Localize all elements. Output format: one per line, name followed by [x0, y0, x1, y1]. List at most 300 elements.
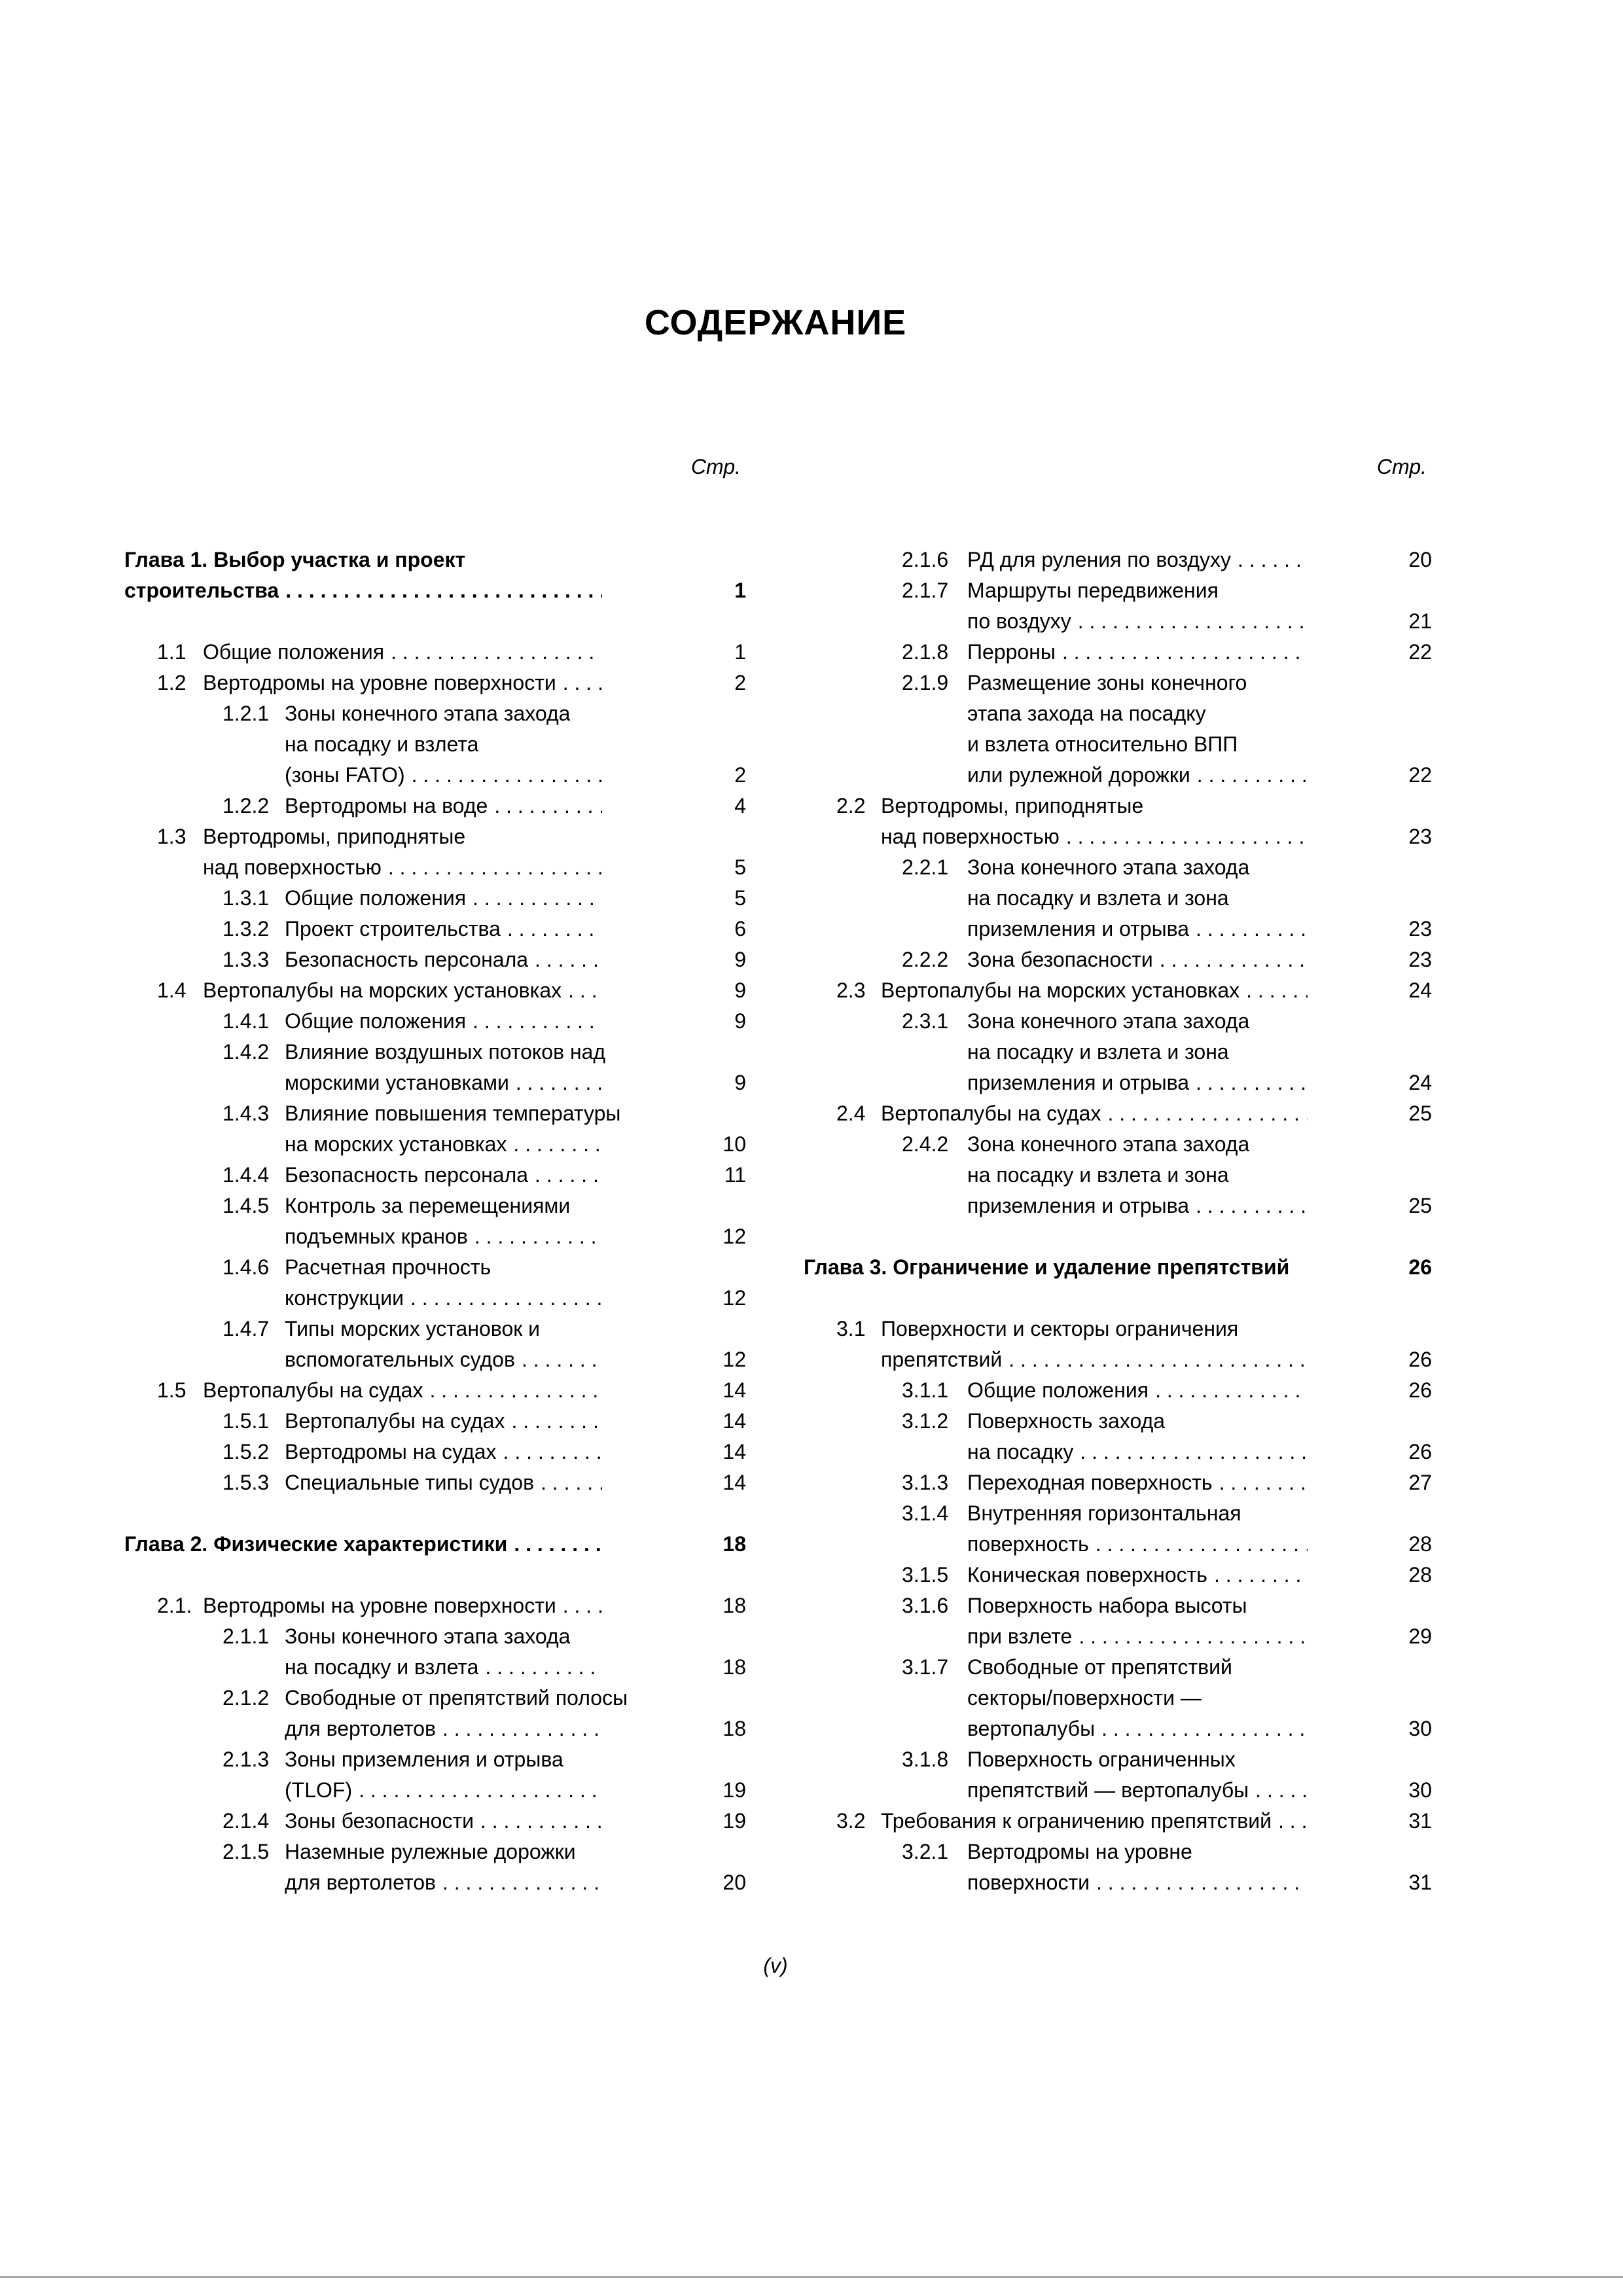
toc-entry[interactable]	[804, 1529, 1432, 1560]
toc-entry-text: Вертопалубы на судах	[285, 1409, 505, 1433]
toc-entry[interactable]	[124, 1252, 746, 1283]
dot-leader	[1096, 1867, 1308, 1898]
toc-entry-text: Свободные от препятствий полосы	[285, 1686, 628, 1710]
toc-entry[interactable]	[124, 1067, 746, 1098]
toc-entry-text: Вертодромы на воде	[285, 794, 488, 817]
dot-leader	[1255, 1775, 1308, 1806]
toc-entry-text: над поверхностью	[881, 825, 1060, 848]
toc-entry-text: морскими установками	[285, 1071, 509, 1094]
toc-entry[interactable]	[124, 1037, 746, 1067]
toc-entry[interactable]	[124, 760, 746, 791]
toc-entry[interactable]	[804, 1344, 1432, 1375]
toc-entry[interactable]	[124, 729, 746, 760]
toc-page-number: 26	[1408, 1378, 1432, 1402]
toc-entry[interactable]	[804, 1191, 1432, 1221]
toc-entry[interactable]	[804, 1406, 1432, 1437]
toc-entry[interactable]	[804, 975, 1432, 1006]
toc-entry-number: 1.5.2	[223, 1440, 270, 1463]
toc-chapter-line[interactable]	[804, 1252, 1432, 1283]
toc-entry-text: препятствий — вертопалубы	[967, 1778, 1249, 1802]
toc-entry-text: Расчетная прочность	[285, 1255, 491, 1279]
toc-entry[interactable]	[124, 1437, 746, 1467]
toc-entry-text: Глава 2. Физические характеристики	[124, 1532, 508, 1556]
toc-entry[interactable]	[804, 1806, 1432, 1837]
toc-chapter-line[interactable]	[124, 545, 746, 575]
toc-entry-text: Поверхность захода	[967, 1409, 1166, 1433]
dot-leader	[412, 760, 602, 791]
toc-entry-number: 3.2	[836, 1809, 866, 1833]
toc-entry-text: РД для руления по воздуху	[967, 548, 1232, 571]
toc-page-number: 23	[1408, 825, 1432, 848]
toc-entry-number: 1.5.1	[223, 1409, 270, 1433]
toc-entry-number: 3.1	[836, 1317, 866, 1340]
toc-entry-text: Общие положения	[967, 1378, 1149, 1402]
toc-page-number: 20	[1408, 548, 1432, 571]
toc-entry-number: 2.1.8	[902, 640, 949, 664]
toc-entry-text: строительства	[124, 579, 279, 602]
toc-entry-number: 3.2.1	[902, 1840, 949, 1863]
toc-entry-number: 1.2.2	[223, 794, 270, 817]
toc-entry-text: подъемных кранов	[285, 1225, 468, 1248]
toc-page-number: 2	[734, 763, 746, 787]
toc-entry-text: Общие положения	[285, 886, 467, 910]
toc-page-number: 12	[722, 1286, 746, 1310]
toc-entry-number: 2.4.2	[902, 1132, 949, 1156]
toc-entry-text: на морских установках	[285, 1132, 507, 1156]
toc-column-right	[804, 455, 1432, 1898]
toc-entry[interactable]	[124, 1837, 746, 1867]
toc-entry-text: Требования к ограничению препятствий	[881, 1809, 1272, 1833]
toc-page-number: 9	[734, 948, 746, 971]
toc-entry[interactable]	[124, 821, 746, 852]
toc-entry[interactable]	[124, 1590, 746, 1621]
toc-entry[interactable]	[804, 1067, 1432, 1098]
dot-leader	[522, 1344, 602, 1375]
toc-entry[interactable]	[804, 606, 1432, 637]
dot-leader	[541, 1467, 602, 1498]
toc-entry-text: Вертодромы на уровне поверхности	[203, 671, 556, 694]
toc-entry-text: Безопасность персонала	[285, 948, 529, 971]
page-column-header: Стр.	[690, 455, 741, 478]
dot-leader	[568, 975, 602, 1006]
toc-page-number: 12	[722, 1225, 746, 1248]
page-column-header: Стр.	[1376, 455, 1427, 478]
toc-entry-text: Глава 1. Выбор участка и проект	[124, 548, 466, 571]
dot-leader	[1062, 637, 1308, 668]
toc-entry-text: Вертопалубы на судах	[881, 1102, 1101, 1125]
toc-entry[interactable]	[804, 1775, 1432, 1806]
toc-entry[interactable]	[804, 944, 1432, 975]
dot-leader	[1096, 1529, 1308, 1560]
toc-entry-text: препятствий	[881, 1348, 1003, 1371]
toc-entry[interactable]	[124, 1098, 746, 1129]
toc-entry[interactable]	[124, 1713, 746, 1744]
toc-entry[interactable]	[124, 1867, 746, 1898]
dot-leader	[359, 1775, 602, 1806]
toc-entry[interactable]	[124, 1006, 746, 1037]
toc-entry-text: Зоны безопасности	[285, 1809, 474, 1833]
toc-spacer	[124, 606, 746, 637]
toc-page-number: 14	[722, 1409, 746, 1433]
toc-entry[interactable]	[804, 1621, 1432, 1652]
toc-entry-number: 2.1.	[157, 1594, 192, 1617]
toc-entry[interactable]	[804, 1652, 1432, 1683]
toc-page-number: 5	[734, 855, 746, 879]
toc-page-number: 14	[722, 1378, 746, 1402]
toc-entry-number: 3.1.5	[902, 1563, 949, 1587]
toc-page-number: 14	[722, 1471, 746, 1494]
toc-entry[interactable]	[804, 1683, 1432, 1713]
dot-leader	[442, 1713, 602, 1744]
toc-entry-number: 1.3.1	[223, 886, 270, 910]
toc-entry[interactable]	[804, 1037, 1432, 1067]
dot-leader	[1155, 1375, 1308, 1406]
toc-entry[interactable]	[124, 944, 746, 975]
toc-entry[interactable]	[124, 1621, 746, 1652]
toc-entry[interactable]	[804, 1098, 1432, 1129]
toc-page-number: 28	[1408, 1532, 1432, 1556]
toc-entry-text: Размещение зоны конечного	[967, 671, 1247, 694]
toc-entry[interactable]	[804, 852, 1432, 883]
toc-entry[interactable]	[804, 1560, 1432, 1590]
toc-page-number: 5	[734, 886, 746, 910]
toc-entry[interactable]	[124, 1683, 746, 1713]
toc-entry-text: Наземные рулежные дорожки	[285, 1840, 576, 1863]
toc-entry-number: 1.2.1	[223, 702, 270, 725]
toc-entry-number: 1.4.1	[223, 1009, 270, 1033]
toc-entry[interactable]	[804, 1437, 1432, 1467]
toc-page-number: 18	[722, 1594, 746, 1617]
toc-entry-text: Зона безопасности	[967, 948, 1153, 971]
toc-entry[interactable]	[804, 1744, 1432, 1775]
toc-entry[interactable]	[804, 1590, 1432, 1621]
toc-entry-text: Вертодромы на судах	[285, 1440, 497, 1463]
toc-entry-number: 2.1.1	[223, 1624, 270, 1648]
toc-entry-number: 3.1.7	[902, 1655, 949, 1679]
dot-leader	[388, 852, 602, 883]
toc-entry-number: 1.4.2	[223, 1040, 270, 1064]
page-number-footer: (v)	[763, 1954, 788, 1977]
toc-entry-number: 1.4.5	[223, 1194, 270, 1217]
toc-entry-number: 3.1.2	[902, 1409, 949, 1433]
dot-leader	[1278, 1806, 1308, 1837]
toc-spacer	[804, 1283, 1432, 1314]
toc-entry-text: Вертопалубы на морских установках	[881, 978, 1240, 1002]
toc-entry-text: Поверхность набора высоты	[967, 1594, 1247, 1617]
dot-leader	[1079, 1621, 1308, 1652]
toc-entry-text: приземления и отрыва	[967, 917, 1190, 941]
toc-entry[interactable]	[804, 760, 1432, 791]
toc-entry[interactable]	[124, 1191, 746, 1221]
toc-entry[interactable]	[124, 668, 746, 698]
toc-entry[interactable]	[804, 1467, 1432, 1498]
dot-leader	[507, 914, 602, 944]
dot-leader	[1197, 760, 1308, 791]
toc-page-number: 24	[1408, 978, 1432, 1002]
dot-leader	[1219, 1467, 1308, 1498]
toc-entry-number: 2.1.2	[223, 1686, 270, 1710]
toc-page-number: 14	[722, 1440, 746, 1463]
toc-entry[interactable]	[124, 1160, 746, 1191]
toc-entry-number: 3.1.1	[902, 1378, 949, 1402]
dot-leader	[474, 1221, 602, 1252]
toc-entry-text: для вертолетов	[285, 1717, 436, 1740]
toc-entry[interactable]	[124, 883, 746, 914]
toc-entry[interactable]	[804, 575, 1432, 606]
page-title: СОДЕРЖАНИЕ	[644, 303, 907, 342]
toc-entry[interactable]	[124, 975, 746, 1006]
toc-entry-number: 2.2.1	[902, 855, 949, 879]
toc-entry[interactable]	[804, 545, 1432, 575]
dot-leader	[1107, 1098, 1308, 1129]
toc-entry[interactable]	[804, 1498, 1432, 1529]
toc-entry-text: секторы/поверхности —	[967, 1686, 1202, 1710]
toc-spacer	[124, 1560, 746, 1590]
toc-entry-text: Зоны конечного этапа захода	[285, 1624, 571, 1648]
toc-entry-number: 3.1.4	[902, 1501, 949, 1525]
toc-entry[interactable]	[804, 914, 1432, 944]
toc-page-number: 27	[1408, 1471, 1432, 1494]
toc-page-number: 9	[734, 978, 746, 1002]
toc-entry-text: Зоны приземления и отрыва	[285, 1748, 563, 1771]
toc-page-number: 29	[1408, 1624, 1432, 1648]
toc-entry[interactable]	[124, 1314, 746, 1344]
toc-entry-text: Внутренняя горизонтальная	[967, 1501, 1241, 1525]
toc-entry-text: Коническая поверхность	[967, 1563, 1207, 1587]
toc-entry[interactable]	[124, 1806, 746, 1837]
toc-entry[interactable]	[124, 1129, 746, 1160]
dot-leader	[1196, 914, 1308, 944]
toc-entry-text: Зоны конечного этапа захода	[285, 702, 571, 725]
toc-entry-text: Безопасность персонала	[285, 1163, 529, 1187]
dot-leader	[1196, 1067, 1308, 1098]
dot-leader	[516, 1067, 602, 1098]
toc-entry[interactable]	[124, 1775, 746, 1806]
toc-entry[interactable]	[804, 637, 1432, 668]
toc-page-number: 30	[1408, 1778, 1432, 1802]
toc-entry-number: 3.1.8	[902, 1748, 949, 1771]
toc-entry[interactable]	[804, 729, 1432, 760]
toc-entry-text: Глава 3. Ограничение и удаление препятствий	[804, 1255, 1290, 1279]
toc-entry[interactable]	[124, 1406, 746, 1437]
toc-page-number: 22	[1408, 640, 1432, 664]
toc-entry-text: Поверхность ограниченных	[967, 1748, 1236, 1771]
toc-entry[interactable]	[124, 1375, 746, 1406]
toc-entry-text: поверхности	[967, 1871, 1090, 1894]
dot-leader	[503, 1437, 602, 1467]
toc-entry[interactable]	[804, 1314, 1432, 1344]
toc-page-number: 26	[1408, 1440, 1432, 1463]
toc-entry-text: Общие положения	[203, 640, 385, 664]
dot-leader	[513, 1129, 602, 1160]
toc-entry-text: конструкции	[285, 1286, 404, 1310]
dot-leader	[1160, 944, 1308, 975]
toc-entry-text: Влияние воздушных потоков над	[285, 1040, 606, 1064]
toc-chapter-line[interactable]	[124, 575, 746, 606]
toc-page-number: 19	[722, 1809, 746, 1833]
dot-leader	[535, 944, 602, 975]
toc-entry-text: на посадку	[967, 1440, 1074, 1463]
dot-leader	[1066, 821, 1308, 852]
toc-entry-number: 1.5.3	[223, 1471, 270, 1494]
toc-entry[interactable]	[804, 791, 1432, 821]
dot-leader	[473, 883, 602, 914]
toc-page-number: 12	[722, 1348, 746, 1371]
toc-page-number: 26	[1408, 1348, 1432, 1371]
toc-entry-number: 3.1.3	[902, 1471, 949, 1494]
toc-entry-number: 1.4.7	[223, 1317, 270, 1340]
toc-entry-number: 2.1.7	[902, 579, 949, 602]
dot-leader	[442, 1867, 602, 1898]
dot-leader	[1246, 975, 1308, 1006]
dot-leader	[563, 668, 602, 698]
toc-entry-text: на посадку и взлета и зона	[967, 886, 1229, 910]
toc-page-number: 9	[734, 1071, 746, 1094]
toc-page-number: 23	[1408, 948, 1432, 971]
toc-page-number: 25	[1408, 1102, 1432, 1125]
toc-entry[interactable]	[804, 1375, 1432, 1406]
toc-page-number: 25	[1408, 1194, 1432, 1217]
toc-page-number: 18	[722, 1717, 746, 1740]
toc-page-number: 11	[724, 1163, 746, 1187]
toc-entry-number: 3.1.6	[902, 1594, 949, 1617]
toc-entry-text: и взлета относительно ВПП	[967, 732, 1238, 756]
toc-entry-number: 1.4.6	[223, 1255, 270, 1279]
toc-entry[interactable]	[804, 1837, 1432, 1867]
toc-entry-text: для вертолетов	[285, 1871, 436, 1894]
toc-entry-number: 1.1	[157, 640, 187, 664]
dot-leader	[494, 791, 602, 821]
toc-entry[interactable]	[804, 1713, 1432, 1744]
toc-chapter-line[interactable]	[124, 1529, 746, 1560]
toc-page-number: 10	[722, 1132, 746, 1156]
toc-entry[interactable]	[124, 1283, 746, 1314]
toc-entry[interactable]	[804, 668, 1432, 698]
toc-entry-number: 1.4.3	[223, 1102, 270, 1125]
toc-spacer	[124, 1498, 746, 1529]
toc-entry[interactable]	[124, 698, 746, 729]
toc-page-number: 31	[1408, 1809, 1432, 1833]
toc-page-number: 28	[1408, 1563, 1432, 1587]
toc-entry-text: Зона конечного этапа захода	[967, 1009, 1250, 1033]
toc-entry-text: (зоны FATO)	[285, 763, 405, 787]
toc-entry-text: Переходная поверхность	[967, 1471, 1213, 1494]
dot-leader	[1101, 1713, 1308, 1744]
toc-entry[interactable]	[804, 1160, 1432, 1191]
dot-leader	[1238, 545, 1308, 575]
toc-entry-text: этапа захода на посадку	[967, 702, 1206, 725]
toc-entry[interactable]	[124, 914, 746, 944]
dot-leader	[514, 1529, 602, 1560]
toc-entry-number: 1.2	[157, 671, 187, 694]
toc-page-number: 22	[1408, 763, 1432, 787]
toc-spacer	[804, 1221, 1432, 1252]
toc-entry-text: приземления и отрыва	[967, 1071, 1190, 1094]
toc-entry-text: приземления и отрыва	[967, 1194, 1190, 1217]
toc-page-number: 18	[722, 1655, 746, 1679]
toc-entry-text: Типы морских установок и	[285, 1317, 540, 1340]
dot-leader	[429, 1375, 602, 1406]
toc-entry-text: Контроль за перемещениями	[285, 1194, 571, 1217]
toc-entry[interactable]	[124, 637, 746, 668]
toc-entry-text: вспомогательных судов	[285, 1348, 515, 1371]
toc-entry-number: 2.1.6	[902, 548, 949, 571]
dot-leader	[1078, 606, 1308, 637]
toc-entry-text: Зона конечного этапа захода	[967, 1132, 1250, 1156]
toc-entry-text: Свободные от препятствий	[967, 1655, 1232, 1679]
bottom-rule	[0, 2276, 1623, 2278]
dot-leader	[485, 1652, 602, 1683]
dot-leader	[535, 1160, 602, 1191]
toc-entry-text: (TLOF)	[285, 1778, 353, 1802]
toc-entry-number: 2.1.9	[902, 671, 949, 694]
toc-entry[interactable]	[124, 1344, 746, 1375]
toc-entry[interactable]	[124, 1221, 746, 1252]
toc-entry-text: поверхность	[967, 1532, 1089, 1556]
toc-entry-number: 2.1.3	[223, 1748, 270, 1771]
toc-entry-text: Влияние повышения температуры	[285, 1102, 621, 1125]
toc-entry-number: 2.2	[836, 794, 866, 817]
dot-leader	[480, 1806, 602, 1837]
toc-entry[interactable]	[124, 852, 746, 883]
toc-entry-text: Вертодромы, приподнятые	[203, 825, 466, 848]
toc-entry-number: 1.5	[157, 1378, 187, 1402]
toc-entry[interactable]	[124, 1652, 746, 1683]
toc-entry[interactable]	[804, 1867, 1432, 1898]
toc-entry[interactable]	[124, 791, 746, 821]
toc-entry-text: Общие положения	[285, 1009, 467, 1033]
toc-entry[interactable]	[804, 883, 1432, 914]
toc-page-number: 26	[1408, 1255, 1432, 1279]
toc-entry-number: 2.2.2	[902, 948, 949, 971]
toc-entry-text: Зона конечного этапа захода	[967, 855, 1250, 879]
toc-entry-text: при взлете	[967, 1624, 1073, 1648]
toc-entry-text: Вертодромы на уровне поверхности	[203, 1594, 556, 1617]
toc-entry[interactable]	[124, 1467, 746, 1498]
toc-entry-text: Вертопалубы на морских установках	[203, 978, 562, 1002]
dot-leader	[391, 637, 602, 668]
toc-page-number: 31	[1408, 1871, 1432, 1894]
toc-entry-text: вертопалубы	[967, 1717, 1096, 1740]
toc-entry-number: 2.4	[836, 1102, 866, 1125]
toc-entry-number: 2.1.5	[223, 1840, 270, 1863]
dot-leader	[1196, 1191, 1308, 1221]
toc-entry[interactable]	[804, 1129, 1432, 1160]
toc-entries	[124, 545, 746, 1898]
toc-page-number: 23	[1408, 917, 1432, 941]
toc-entry[interactable]	[804, 821, 1432, 852]
dot-leader	[473, 1006, 602, 1037]
toc-entry-text: над поверхностью	[203, 855, 382, 879]
toc-page-number: 20	[722, 1871, 746, 1894]
toc-entry-number: 1.4.4	[223, 1163, 270, 1187]
toc-page-number: 24	[1408, 1071, 1432, 1094]
toc-entry-text: по воздуху	[967, 609, 1071, 633]
toc-entry[interactable]	[804, 1006, 1432, 1037]
toc-entry-number: 1.4	[157, 978, 187, 1002]
toc-entry[interactable]	[804, 698, 1432, 729]
toc-entry-text: Перроны	[967, 640, 1056, 664]
toc-page-number: 1	[734, 579, 746, 602]
toc-entry[interactable]	[124, 1744, 746, 1775]
toc-page-number: 6	[734, 917, 746, 941]
toc-entry-text: Специальные типы судов	[285, 1471, 535, 1494]
toc-entry-text: Поверхности и секторы ограничения	[881, 1317, 1239, 1340]
dot-leader	[511, 1406, 602, 1437]
dot-leader	[1214, 1560, 1308, 1590]
dot-leader	[563, 1590, 602, 1621]
toc-page-number: 21	[1408, 609, 1432, 633]
